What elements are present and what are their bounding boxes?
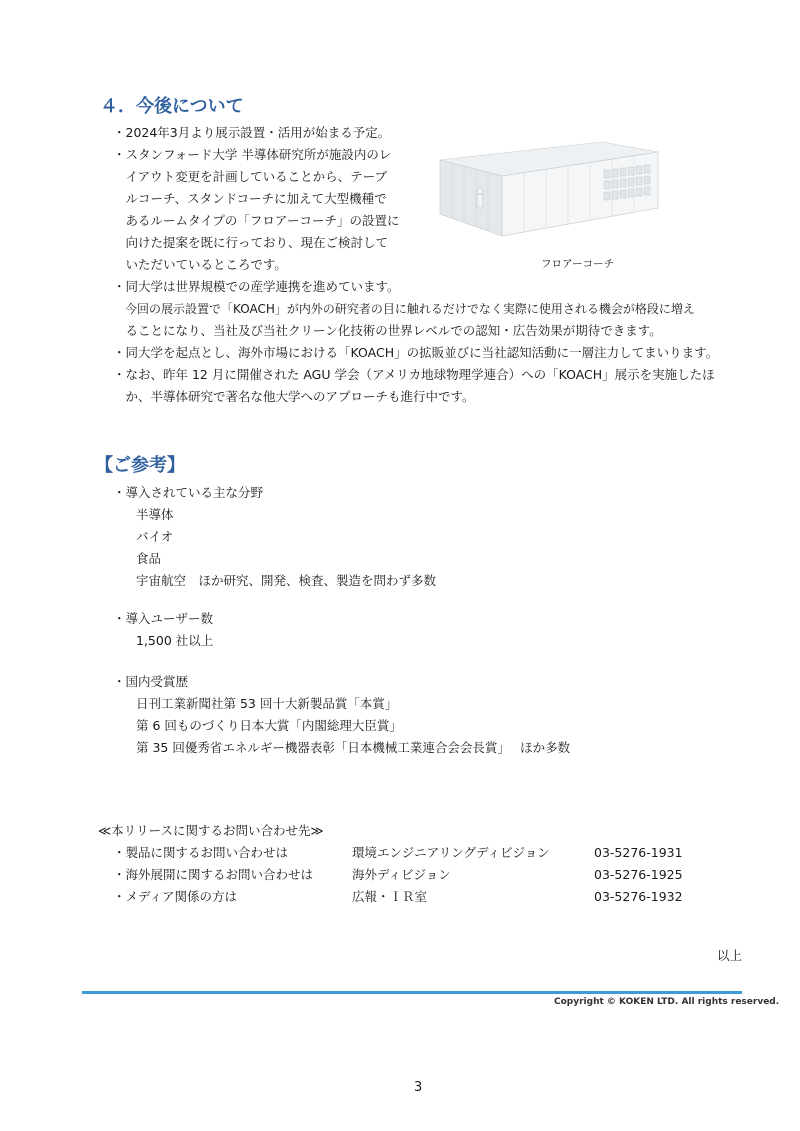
fields-title: ・導入されている主な分野 (113, 485, 264, 500)
body-line: ・2024年3月より展示設置・活用が始まる予定。 (113, 125, 391, 140)
body-line: ・スタンフォード大学 半導体研究所が施設内のレ (113, 147, 392, 162)
contact-phone: 03-5276-1925 (594, 867, 683, 882)
field-item: 食品 (136, 551, 162, 566)
award-item: 日刊工業新聞社第 53 回十大新製品賞「本賞」 (136, 696, 398, 711)
field-item: バイオ (136, 529, 174, 544)
body-line: いただいているところです。 (113, 257, 287, 272)
body-line: ルコーチ、スタンドコーチに加えて大型機種で (113, 191, 387, 206)
closing-text: 以上 (717, 948, 743, 963)
contact-dept: 海外ディビジョン (352, 867, 451, 882)
award-item: 第 6 回ものづくり日本大賞「内閣総理大臣賞」 (136, 718, 402, 733)
section-heading-future: ４．今後について (100, 96, 244, 117)
contact-phone: 03-5276-1931 (594, 845, 683, 860)
contact-phone: 03-5276-1932 (594, 889, 683, 904)
contact-title: ≪本リリースに関するお問い合わせ先≫ (98, 823, 324, 838)
copyright-text: Copyright © KOKEN LTD. All rights reserved. (554, 997, 780, 1007)
contact-dept: 環境エンジニアリングディビジョン (352, 845, 550, 860)
award-item: 第 35 回優秀省エネルギー機器表彰「日本機械工業連合会会長賞」 ほか多数 (136, 740, 571, 755)
body-line: か、半導体研究で著名な他大学へのアプローチも進行中です。 (113, 389, 475, 404)
users-title: ・導入ユーザー数 (113, 611, 214, 626)
field-item: 半導体 (136, 507, 174, 522)
body-line: 向けた提案を既に行っており、現在ご検討して (113, 235, 389, 250)
body-line: 今回の展示設置で「KOACH」が内外の研究者の目に触れるだけでなく実際に使用される機会が格段に増え (113, 302, 695, 316)
body-line: ・同大学は世界規模での産学連携を進めています。 (113, 279, 400, 294)
body-line: ・同大学を起点とし、海外市場における「KOACH」の拡販並びに当社認知活動に一層注力してまいります。 (113, 345, 719, 360)
body-line: ることになり、当社及び当社クリーン化技術の世界レベルでの認知・広告効果が期待できます。 (113, 323, 662, 338)
body-line: イアウト変更を計画していることから、テーブ (113, 169, 388, 184)
body-line: ・なお、昨年 12 月に開催された AGU 学会（アメリカ地球物理学連合）への「KOACH」展示を実施したほ (113, 367, 715, 382)
field-item: 宇宙航空 ほか研究、開発、検査、製造を問わず多数 (136, 573, 437, 588)
photo-caption: フロアーコーチ (541, 258, 615, 270)
contact-label: ・海外展開に関するお問い合わせは (113, 867, 314, 882)
page-number: 3 (414, 1080, 423, 1095)
contact-dept: 広報・ＩＲ室 (352, 889, 428, 904)
reference-heading: 【ご参考】 (95, 455, 185, 476)
contact-label: ・メディア関係の方は (113, 889, 238, 904)
awards-title: ・国内受賞歴 (113, 674, 189, 689)
contact-label: ・製品に関するお問い合わせは (113, 845, 289, 860)
floor-coach-photo (432, 138, 666, 246)
users-value: 1,500 社以上 (136, 633, 214, 648)
body-line: あるルームタイプの「フロアーコーチ」の設置に (113, 213, 400, 228)
footer-divider (82, 991, 742, 994)
